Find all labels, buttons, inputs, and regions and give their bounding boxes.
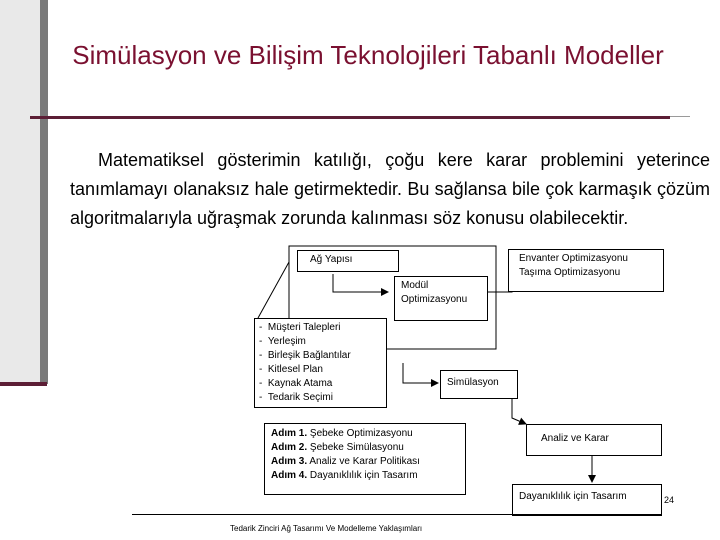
list-item: Adım 4. Dayanıklılık için Tasarım — [271, 470, 418, 481]
slide-title: Simülasyon ve Bilişim Teknolojileri Tabanlı Modeller — [72, 40, 664, 70]
steps-box — [264, 423, 466, 495]
simulasyon-box — [440, 370, 518, 399]
simulasyon-label: Simülasyon — [447, 377, 499, 388]
envanter-line-2: Taşıma Optimizasyonu — [519, 267, 621, 278]
factors-list — [255, 319, 386, 405]
list-item: - Birleşik Bağlantılar — [259, 350, 351, 361]
dayaniklilik-box — [512, 484, 662, 516]
analiz-label: Analiz ve Karar — [541, 433, 609, 444]
list-item: - Yerleşim — [259, 336, 306, 347]
list-item: - Müşteri Talepleri — [259, 322, 341, 333]
arrow-ag-to-modul — [333, 274, 388, 292]
arrow-sim-to-analiz — [512, 397, 526, 424]
footer-divider — [132, 514, 662, 515]
dayaniklilik-label: Dayanıklılık için Tasarım — [519, 491, 627, 502]
page-number: 24 — [664, 495, 675, 505]
steps-list — [265, 424, 465, 483]
envanter-box — [508, 249, 664, 292]
list-item: - Tedarik Seçimi — [259, 392, 333, 403]
factors-list-box — [254, 318, 387, 408]
arrow-list-to-sim — [403, 363, 438, 383]
list-item: Adım 2. Şebeke Simülasyonu — [271, 442, 404, 453]
connector-ag-list — [258, 262, 289, 318]
modul-line-1: Modül — [401, 280, 429, 291]
footer-text: Tedarik Zinciri Ağ Tasarımı Ve Modelleme Yaklaşımları — [230, 524, 423, 533]
analiz-box — [526, 424, 662, 456]
list-item: - Kitlesel Plan — [259, 364, 323, 375]
list-item: - Kaynak Atama — [259, 378, 333, 389]
body-paragraph: Matematiksel gösterimin katılığı, çoğu kere karar problemini yeterince tanımlamayı olanaksız hale getirmektedir. Bu sağlansa bile çok karmaşık çözüm algoritmalarıyla uğraşmak zorunda kalınması söz konusu olabilecektir. — [70, 150, 710, 228]
envanter-line-1: Envanter Optimizasyonu — [519, 253, 628, 264]
modul-box — [394, 276, 488, 321]
ag-yapisi-box — [297, 250, 399, 272]
ag-yapisi-label: Ağ Yapısı — [310, 254, 353, 265]
list-item: Adım 1. Şebeke Optimizasyonu — [271, 428, 413, 439]
modul-line-2: Optimizasyonu — [401, 294, 468, 305]
list-item: Adım 3. Analiz ve Karar Politikası — [271, 456, 420, 467]
